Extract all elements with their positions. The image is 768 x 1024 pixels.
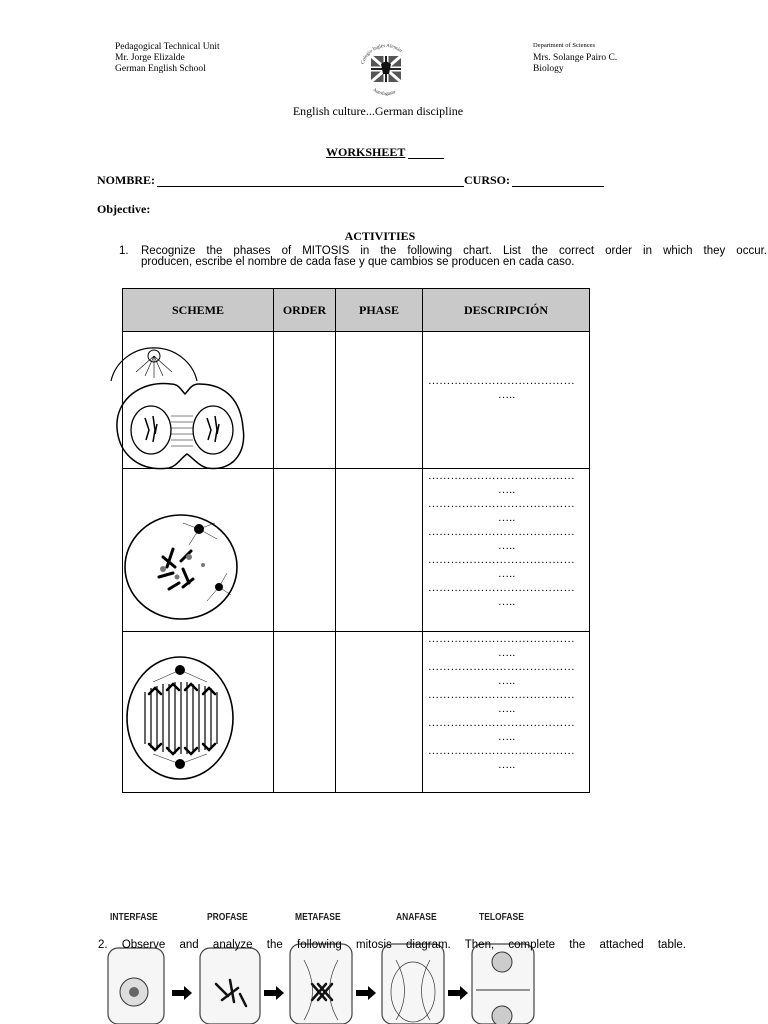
phase-cell[interactable] bbox=[336, 469, 423, 632]
dot-line: ………………………………… bbox=[428, 633, 575, 645]
objective-label: Objective: bbox=[97, 202, 151, 216]
dot-short: ….. bbox=[498, 731, 516, 743]
school-motto: English culture...German discipline bbox=[292, 104, 464, 118]
telophase-cell-drawing bbox=[123, 332, 273, 463]
worksheet-title-underline bbox=[408, 158, 444, 159]
curso-field[interactable] bbox=[512, 186, 604, 187]
mitosis-phases-table bbox=[122, 288, 590, 793]
curso-label: CURSO: bbox=[464, 173, 511, 187]
label-profase: PROFASE bbox=[207, 912, 248, 923]
header-right-line-2: Biology bbox=[533, 64, 564, 74]
dot-short: ….. bbox=[498, 703, 516, 715]
question-1-line-1: Recognize the phases of MITOSIS in the following chart. List the correct order in which they occur. bbox=[141, 245, 767, 257]
dot-line: ………………………………… bbox=[428, 554, 575, 566]
header-descripcion: DESCRIPCIÓN bbox=[423, 289, 590, 332]
dot-line: ………………………………… bbox=[428, 745, 575, 757]
scheme-cell bbox=[123, 469, 274, 632]
question-2 bbox=[98, 939, 686, 951]
phase-cell[interactable] bbox=[336, 332, 423, 469]
dot-short: ….. bbox=[498, 540, 516, 552]
table-row bbox=[123, 469, 590, 632]
label-interfase: INTERFASE bbox=[110, 912, 158, 923]
table-header-row bbox=[123, 289, 590, 332]
dot-short: ….. bbox=[498, 647, 516, 659]
dot-short: ….. bbox=[498, 675, 516, 687]
dot-line: ………………………………… bbox=[428, 498, 575, 510]
dot-line: ………………………………… bbox=[428, 470, 575, 482]
dot-short: ….. bbox=[498, 759, 516, 771]
scheme-cell bbox=[123, 332, 274, 469]
header-order: ORDER bbox=[274, 289, 336, 332]
dot-short: ….. bbox=[498, 389, 516, 401]
label-metafase: METAFASE bbox=[295, 912, 341, 923]
header-right-line-1: Mrs. Solange Pairo C. bbox=[533, 53, 618, 63]
header-phase: PHASE bbox=[336, 289, 423, 332]
dot-short: ….. bbox=[498, 596, 516, 608]
table-row bbox=[123, 332, 590, 469]
dot-short: ….. bbox=[498, 568, 516, 580]
header-department: Department of Sciences bbox=[533, 42, 596, 49]
table-row bbox=[123, 632, 590, 793]
dot-line: ………………………………… bbox=[428, 375, 575, 387]
svg-text:Antofagasta: Antofagasta bbox=[371, 87, 397, 96]
dot-line: ………………………………… bbox=[428, 717, 575, 729]
header-right bbox=[533, 53, 617, 75]
header-left-line-1: Pedagogical Technical Unit bbox=[115, 42, 220, 52]
label-telofase: TELOFASE bbox=[479, 912, 524, 923]
dot-line: ………………………………… bbox=[428, 661, 575, 673]
header-left-line-3: German English School bbox=[115, 64, 206, 74]
dot-short: ….. bbox=[498, 512, 516, 524]
mitosis-sequence-diagram bbox=[104, 940, 544, 1024]
description-cell[interactable] bbox=[423, 632, 590, 793]
scheme-cell bbox=[123, 632, 274, 793]
dot-line: ………………………………… bbox=[428, 689, 575, 701]
order-cell[interactable] bbox=[274, 469, 336, 632]
phase-cell[interactable] bbox=[336, 632, 423, 793]
question-2-number: 2. bbox=[98, 939, 108, 951]
question-1-line-2: producen, escribe el nombre de cada fase y que cambios se producen en cada caso. bbox=[141, 256, 575, 268]
dot-short: ….. bbox=[498, 484, 516, 496]
dot-line: ………………………………… bbox=[428, 526, 575, 538]
question-1-number: 1. bbox=[119, 245, 129, 257]
dot-line: ………………………………… bbox=[428, 582, 575, 594]
label-anafase: ANAFASE bbox=[396, 912, 437, 923]
description-cell[interactable] bbox=[423, 469, 590, 632]
header-left bbox=[115, 42, 220, 75]
worksheet-title: WORKSHEET bbox=[326, 145, 406, 159]
activities-title: ACTIVITIES bbox=[344, 229, 416, 243]
svg-text:Colegio Inglés Alemán: Colegio Inglés Alemán bbox=[360, 44, 403, 65]
order-cell[interactable] bbox=[274, 332, 336, 469]
anaphase-cell-drawing bbox=[123, 632, 273, 787]
nombre-field[interactable] bbox=[157, 186, 464, 187]
order-cell[interactable] bbox=[274, 632, 336, 793]
school-crest-logo bbox=[355, 44, 417, 96]
description-cell[interactable] bbox=[423, 332, 590, 469]
nombre-label: NOMBRE: bbox=[97, 173, 155, 187]
header-left-line-2: Mr. Jorge Elizalde bbox=[115, 53, 185, 63]
question-2-text: Observe and analyze the following mitosis diagram. Then, complete the attached table. bbox=[121, 939, 686, 951]
prophase-cell-drawing bbox=[123, 469, 273, 626]
header-scheme: SCHEME bbox=[123, 289, 274, 332]
